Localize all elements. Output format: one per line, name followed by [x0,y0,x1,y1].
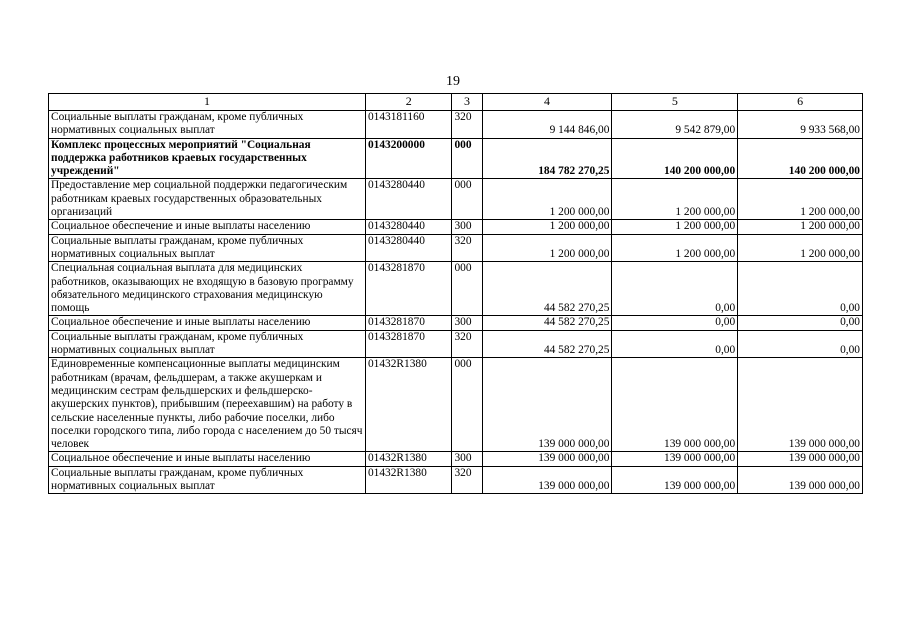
column-header-6: 6 [738,94,863,111]
row-name-cell: Единовременные компенсационные выплаты медицинским работникам (врачам, фельдшерам, а также акушеркам и медицинским сестрам фельдшерских и фельдшерско-акушерских пунктов), прибывшим (переехавшим) на работу в сельские населенные пункты, либо рабочие поселки, либо поселки городского типа, либо города с населением до 50 тысяч человек [49,358,366,452]
table-row [49,316,863,330]
table-row [49,111,863,139]
amount-col-5-cell: 0,00 [612,262,738,316]
page-number: 19 [446,74,460,89]
target-article-code-cell: 01432R1380 [365,452,452,466]
table-row [49,138,863,179]
amount-col-5-cell: 1 200 000,00 [612,220,738,234]
target-article-code-cell: 0143280440 [365,179,452,220]
expense-type-code-cell: 320 [452,466,482,494]
amount-col-4-cell: 1 200 000,00 [482,179,612,220]
amount-col-4-cell: 1 200 000,00 [482,220,612,234]
column-header-1: 1 [49,94,366,111]
target-article-code-cell: 0143280440 [365,234,452,262]
row-name-cell: Социальное обеспечение и иные выплаты населению [49,452,366,466]
amount-col-6-cell: 139 000 000,00 [738,452,863,466]
table-row [49,452,863,466]
amount-col-6-cell: 0,00 [738,316,863,330]
amount-col-4-cell: 44 582 270,25 [482,330,612,358]
expense-type-code-cell: 320 [452,234,482,262]
table-row [49,358,863,452]
row-name-cell: Специальная социальная выплата для медицинских работников, оказывающих не входящую в базовую программу обязательного медицинского страхования медицинскую помощь [49,262,366,316]
expense-type-code-cell: 300 [452,220,482,234]
budget-table-body [49,94,863,494]
amount-col-5-cell: 0,00 [612,330,738,358]
amount-col-6-cell: 1 200 000,00 [738,234,863,262]
table-row [49,179,863,220]
table-row [49,466,863,494]
expense-type-code-cell: 000 [452,358,482,452]
expense-type-code-cell: 320 [452,330,482,358]
target-article-code-cell: 0143281870 [365,316,452,330]
expense-type-code-cell: 000 [452,138,482,179]
row-name-cell: Комплекс процессных мероприятий "Социальная поддержка работников краевых государственных учреждений" [49,138,366,179]
amount-col-6-cell: 0,00 [738,330,863,358]
row-name-cell: Социальные выплаты гражданам, кроме публичных нормативных социальных выплат [49,330,366,358]
target-article-code-cell: 01432R1380 [365,358,452,452]
amount-col-5-cell: 139 000 000,00 [612,466,738,494]
amount-col-4-cell: 44 582 270,25 [482,262,612,316]
table-row [49,262,863,316]
amount-col-4-cell: 9 144 846,00 [482,111,612,139]
expense-type-code-cell: 320 [452,111,482,139]
amount-col-5-cell: 0,00 [612,316,738,330]
column-header-2: 2 [365,94,452,111]
target-article-code-cell: 01432R1380 [365,466,452,494]
target-article-code-cell: 0143200000 [365,138,452,179]
column-header-3: 3 [452,94,482,111]
table-row [49,330,863,358]
amount-col-4-cell: 184 782 270,25 [482,138,612,179]
amount-col-5-cell: 9 542 879,00 [612,111,738,139]
row-name-cell: Социальное обеспечение и иные выплаты населению [49,220,366,234]
expense-type-code-cell: 000 [452,179,482,220]
amount-col-5-cell: 139 000 000,00 [612,452,738,466]
target-article-code-cell: 0143181160 [365,111,452,139]
column-header-5: 5 [612,94,738,111]
amount-col-6-cell: 139 000 000,00 [738,358,863,452]
amount-col-4-cell: 139 000 000,00 [482,358,612,452]
row-name-cell: Социальные выплаты гражданам, кроме публичных нормативных социальных выплат [49,234,366,262]
budget-table [48,93,863,494]
amount-col-4-cell: 1 200 000,00 [482,234,612,262]
amount-col-6-cell: 1 200 000,00 [738,220,863,234]
row-name-cell: Социальное обеспечение и иные выплаты населению [49,316,366,330]
table-row [49,234,863,262]
row-name-cell: Предоставление мер социальной поддержки педагогическим работникам краевых государственных образовательных организаций [49,179,366,220]
expense-type-code-cell: 300 [452,316,482,330]
amount-col-5-cell: 1 200 000,00 [612,234,738,262]
target-article-code-cell: 0143280440 [365,220,452,234]
amount-col-6-cell: 139 000 000,00 [738,466,863,494]
amount-col-5-cell: 140 200 000,00 [612,138,738,179]
amount-col-6-cell: 1 200 000,00 [738,179,863,220]
amount-col-6-cell: 9 933 568,00 [738,111,863,139]
amount-col-4-cell: 139 000 000,00 [482,466,612,494]
table-row [49,220,863,234]
amount-col-4-cell: 44 582 270,25 [482,316,612,330]
expense-type-code-cell: 300 [452,452,482,466]
amount-col-5-cell: 139 000 000,00 [612,358,738,452]
amount-col-4-cell: 139 000 000,00 [482,452,612,466]
target-article-code-cell: 0143281870 [365,330,452,358]
row-name-cell: Социальные выплаты гражданам, кроме публичных нормативных социальных выплат [49,466,366,494]
amount-col-6-cell: 0,00 [738,262,863,316]
column-header-4: 4 [482,94,612,111]
amount-col-6-cell: 140 200 000,00 [738,138,863,179]
target-article-code-cell: 0143281870 [365,262,452,316]
amount-col-5-cell: 1 200 000,00 [612,179,738,220]
expense-type-code-cell: 000 [452,262,482,316]
column-number-row [49,94,863,111]
row-name-cell: Социальные выплаты гражданам, кроме публичных нормативных социальных выплат [49,111,366,139]
